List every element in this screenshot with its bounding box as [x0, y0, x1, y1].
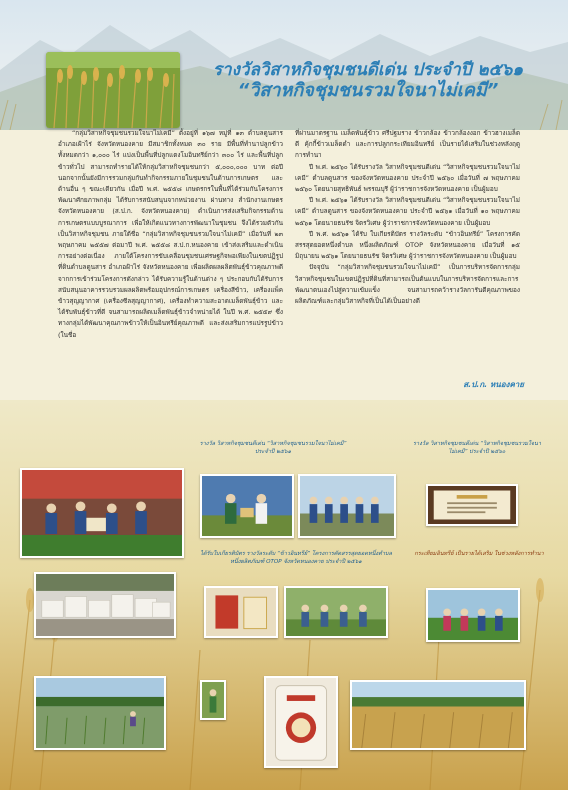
rice-sacks-photo — [34, 572, 176, 638]
farmer-portrait-photo — [200, 680, 226, 720]
article-body — [58, 128, 530, 398]
article-column-left — [58, 128, 283, 341]
award-2561-photo — [200, 474, 294, 538]
group-award-photo — [298, 474, 396, 538]
rice-bag-product-photo — [264, 676, 338, 768]
caption-garlic: กระเทียมอินทรีย์ เป็นรายได้เสริม ในช่วงหลังการทำนา — [414, 551, 544, 557]
article-column-right — [295, 128, 520, 307]
garlic-farm-photo — [426, 588, 520, 642]
paragraph: ปี พ.ศ. ๒๕๖๑ ได้รับรางวัล วิสาหกิจชุมชนดีเด่น “วิสาหกิจชุมชนรวมใจนาไม่เคมี” ตำบลดูนสาร ของจังหวัดหนองคาย ประจำปี ๒๕๖๑ เมื่อวันที่ ๑๐ พฤษภาคม ๒๕๖๑ โดยนายธนรัช จิตรวิเศษ ผู้ว่าราชการจังหวัดหนองคาย เป็นผู้มอบ — [295, 196, 520, 227]
rice-field-photo — [46, 52, 180, 128]
paragraph: ปี พ.ศ. ๒๕๖๑ ได้รับ ใบเกียรติบัตร รางวัลระดับ “ข้าวอินทรีย์” โครงการคัดสรรสุดยอดหนึ่งตำบล หนึ่งผลิตภัณฑ์ OTOP จังหวัดหนองคาย เมื่อวันที่ ๑๕ มิถุนายน ๒๕๖๑ โดยนายธนรัช จิตรวิเศษ ผู้ว่าราชการจังหวัดหนองคาย เป็นผู้มอบ — [295, 229, 520, 261]
article-title — [188, 60, 548, 102]
certificate-photo — [426, 484, 518, 526]
open-field-photo — [350, 680, 526, 750]
award-ceremony-photo-large — [20, 468, 184, 558]
caption-otop-certificate: ได้รับใบเกียรติบัตร รางวัลระดับ “ข้าวอินทรีย์” โครงการคัดสรรสุดยอดหนึ่งตำบล หนึ่งผลิตภัณฑ์ OTOP จังหวัดหนองคาย ประจำปี ๒๕๖๑ — [200, 551, 392, 565]
paragraph: ปัจจุบัน “กลุ่มวิสาหกิจชุมชนรวมใจนาไม่เคมี” เป็นการบริหารจัดการกลุ่มวิสาหกิจชุมชนในเขตปฏิรูปที่ดินที่สามารถเป็นต้นแบบในการบริหารจัดการและการพัฒนาตนเองไปสู่ความเข้มแข็ง จนสามารถคว้ารางวัลการันตีคุณภาพของผลิตภัณฑ์และกลุ่มวิสาหกิจที่เป็นได้เป็นอย่างดี — [295, 263, 520, 306]
title-line-2: “วิสาหกิจชุมชนรวมใจนาไม่เคมี” — [237, 80, 499, 101]
caption-award-2560: รางวัล วิสาหกิจชุมชนดีเด่น “วิสาหกิจชุมชนรวมใจนาไม่เคมี” ประจำปี ๒๕๖๐ — [412, 441, 541, 455]
paragraph: ที่ผ่านมาตรฐาน เมล็ดพันธุ์ข้าว ศรีปฐมราง ข้าวกล้อง ข้าวกล้องงอก ข้าวฮางเมล็ดดี คุ้กกี้ข้าวเมล็ดดำ และการปลูกกระเทียมอินทรีย์ เป็นรายได้เสริมในช่วงหลังฤดูการทำนา — [295, 129, 520, 160]
author-signature: ส.ป.ก. หนองคาย — [463, 380, 524, 389]
title-line-1: รางวัลวิสาหกิจชุมชนดีเด่น ประจำปี ๒๕๖๑ — [212, 60, 524, 80]
farmers-meeting-photo — [284, 586, 388, 638]
paragraph: “กลุ่มวิสาหกิจชุมชนรวมใจนาไม่เคมี” ตั้งอยู่ที่ ๑๖๗ หมู่ที่ ๑๓ ตำบลดูนสาร อำเภอเฝ้าไร่ จังหวัดหนองคาย มีสมาชิกทั้งหมด ๓๐ ราย มีพื้นที่ทำนาปลูกข้าวทั้งหมดกว่า ๑,๐๐๐ ไร่ แบ่งเป็นพื้นที่ปลูกแตงโมอินทรีย์กว่า ๓๐๐ ไร่ และพื้นที่ปลูกข้าวทั่วไป สามารถทำรายได้ให้กลุ่มวิสาหกิจชุมชนกว่า ๕,๐๐๐,๐๐๐ บาท ต่อปี นอกจากนั้นยังมีการรวมกลุ่มกันทำกิจกรรมภายในชุมชนในด้านการเกษตร และด้านอื่น ๆ ขณะเดียวกัน เมื่อปี พ.ศ. ๒๕๕๘ เกษตรกรในพื้นที่ได้ร่วมกันโครงการพัฒนาศักยภาพกลุ่ม ได้รับการสนับสนุนจากหน่วยงาน ผ่านทาง สำนักงานเกษตรจังหวัดหนองคาย (ส.ป.ก. จังหวัดหนองคาย) ดำเนินการส่งเสริมกิจกรรมด้านการเกษตรแบบบูรณาการ เพื่อให้เกิดแนวทางการพัฒนาในชุมชน จึงได้รวมตัวกันเป็นวิสาหกิจชุมชน ภายใต้ชื่อ “กลุ่มวิสาหกิจชุมชนรวมใจนาไม่เคมี” เมื่อวันที่ ๒๓ พฤษภาคม ๒๕๕๗ ต่อมาปี พ.ศ. ๒๕๕๘ ส.ป.ก.หนองคาย เข้าส่งเสริมและดำเนินการอย่างต่อเนื่อง ภายใต้โครงการขับเคลื่อนชุมชนเศรษฐกิจพอเพียงในเขตปฏิรูปที่ดินตำบลดูนสาร อำเภอฝ้าไร่ จังหวัดหนองคาย เพื่อผลิตผลผลิตพันธุ์ข้าวคุณภาพดี จากการเข้าร่วมโครงการดังกล่าว ได้รับความรู้ในด้านต่าง ๆ ประกอบกับได้รับการสนับสนุนอาคารรวบรวมผลผลิตพร้อมอุปกรณ์การเกษตร เครื่องสีข้าว, เครื่องแพ็คข้าวสุญญากาศ (เครื่องซีลสุญญากาศ), เครื่องทำความสะอาดเมล็ดพันธุ์ข้าว และได้รับพันธุ์ข้าวที่ดี จนสามารถผลิตเมล็ดพันธุ์ข้าวจำหน่ายได้ ในปี พ.ศ. ๒๕๕๙ ซึ่งทางกลุ่มได้พัฒนาคุณภาพข้าวให้เป็นอินทรีย์คุณภาพดี และส่งเสริมการแปรรูปข้าว (ในชื่อ — [58, 129, 283, 339]
caption-award-2561: รางวัล วิสาหกิจชุมชนดีเด่น “วิสาหกิจชุมชนรวมใจนาไม่เคมี” ประจำปี ๒๕๖๑ — [199, 441, 347, 455]
rice-product-photo — [204, 586, 278, 638]
paragraph: ปี พ.ศ. ๒๕๖๐ ได้รับรางวัล วิสาหกิจชุมชนดีเด่น “วิสาหกิจชุมชนรวมใจนาไม่เคมี” ตำบลดูนสาร ของจังหวัดหนองคาย ประจำปี ๒๕๖๐ เมื่อวันที่ ๗ พฤษภาคม ๒๕๖๐ โดยนายสุทธิพันธ์ พรรณบุรี ผู้ว่าราชการจังหวัดหนองคาย เป็นผู้มอบ — [295, 162, 520, 194]
paddy-planting-photo — [34, 676, 166, 750]
